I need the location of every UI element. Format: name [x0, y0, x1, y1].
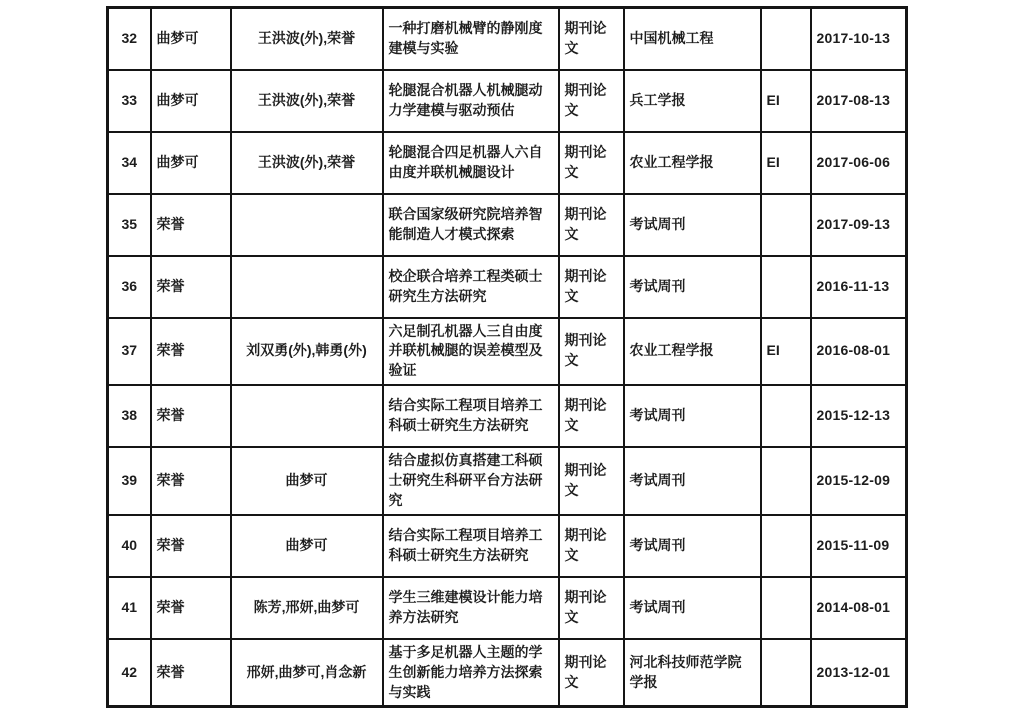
- cell-journal: 农业工程学报: [624, 132, 761, 194]
- cell-index-flag: [761, 577, 811, 639]
- cell-first-author: 荣誉: [151, 256, 231, 318]
- table-row: [108, 447, 907, 515]
- cell-first-author: 荣誉: [151, 385, 231, 447]
- table-row: [108, 318, 907, 386]
- table-row: [108, 132, 907, 194]
- cell-first-author: 荣誉: [151, 194, 231, 256]
- cell-index-flag: [761, 515, 811, 577]
- table-body: [108, 8, 907, 707]
- cell-row-number: 33: [108, 70, 151, 132]
- cell-type: 期刊论文: [559, 132, 624, 194]
- cell-date: 2015-11-09: [811, 515, 907, 577]
- cell-first-author: 荣誉: [151, 639, 231, 707]
- cell-index-flag: [761, 385, 811, 447]
- cell-title: 结合实际工程项目培养工科硕士研究生方法研究: [383, 385, 559, 447]
- cell-row-number: 32: [108, 8, 151, 70]
- cell-first-author: 曲梦可: [151, 8, 231, 70]
- cell-coauthors: 曲梦可: [231, 447, 383, 515]
- table-row: [108, 639, 907, 707]
- cell-title: 基于多足机器人主题的学生创新能力培养方法探索与实践: [383, 639, 559, 707]
- cell-journal: 河北科技师范学院学报: [624, 639, 761, 707]
- cell-title: 联合国家级研究院培养智能制造人才模式探索: [383, 194, 559, 256]
- cell-title: 结合实际工程项目培养工科硕士研究生方法研究: [383, 515, 559, 577]
- cell-type: 期刊论文: [559, 577, 624, 639]
- cell-row-number: 41: [108, 577, 151, 639]
- table-row: [108, 194, 907, 256]
- table-row: [108, 70, 907, 132]
- cell-first-author: 曲梦可: [151, 132, 231, 194]
- cell-date: 2015-12-13: [811, 385, 907, 447]
- cell-index-flag: [761, 194, 811, 256]
- cell-index-flag: EI: [761, 70, 811, 132]
- cell-date: 2017-08-13: [811, 70, 907, 132]
- cell-title: 学生三维建模设计能力培养方法研究: [383, 577, 559, 639]
- cell-date: 2013-12-01: [811, 639, 907, 707]
- cell-journal: 兵工学报: [624, 70, 761, 132]
- cell-title: 校企联合培养工程类硕士研究生方法研究: [383, 256, 559, 318]
- cell-date: 2017-06-06: [811, 132, 907, 194]
- cell-row-number: 36: [108, 256, 151, 318]
- cell-coauthors: 邢妍,曲梦可,肖念新: [231, 639, 383, 707]
- table-row: [108, 256, 907, 318]
- cell-title: 一种打磨机械臂的静刚度建模与实验: [383, 8, 559, 70]
- cell-first-author: 荣誉: [151, 515, 231, 577]
- cell-coauthors: [231, 194, 383, 256]
- cell-journal: 考试周刊: [624, 515, 761, 577]
- publications-table-wrap: [106, 6, 908, 708]
- cell-type: 期刊论文: [559, 256, 624, 318]
- table-row: [108, 8, 907, 70]
- cell-row-number: 40: [108, 515, 151, 577]
- cell-coauthors: 刘双勇(外),韩勇(外): [231, 318, 383, 386]
- cell-journal: 考试周刊: [624, 447, 761, 515]
- cell-row-number: 34: [108, 132, 151, 194]
- cell-title: 轮腿混合四足机器人六自由度并联机械腿设计: [383, 132, 559, 194]
- table-row: [108, 385, 907, 447]
- cell-first-author: 荣誉: [151, 318, 231, 386]
- cell-row-number: 38: [108, 385, 151, 447]
- cell-coauthors: 王洪波(外),荣誉: [231, 8, 383, 70]
- cell-first-author: 荣誉: [151, 577, 231, 639]
- cell-title: 轮腿混合机器人机械腿动力学建模与驱动预估: [383, 70, 559, 132]
- cell-title: 六足制孔机器人三自由度并联机械腿的误差模型及验证: [383, 318, 559, 386]
- cell-date: 2017-10-13: [811, 8, 907, 70]
- cell-index-flag: [761, 639, 811, 707]
- cell-date: 2014-08-01: [811, 577, 907, 639]
- table-row: [108, 577, 907, 639]
- cell-type: 期刊论文: [559, 8, 624, 70]
- cell-index-flag: [761, 447, 811, 515]
- cell-coauthors: 曲梦可: [231, 515, 383, 577]
- cell-journal: 中国机械工程: [624, 8, 761, 70]
- cell-index-flag: EI: [761, 132, 811, 194]
- cell-date: 2017-09-13: [811, 194, 907, 256]
- cell-coauthors: 王洪波(外),荣誉: [231, 70, 383, 132]
- cell-title: 结合虚拟仿真搭建工科硕士研究生科研平台方法研究: [383, 447, 559, 515]
- cell-first-author: 曲梦可: [151, 70, 231, 132]
- cell-coauthors: 王洪波(外),荣誉: [231, 132, 383, 194]
- cell-row-number: 42: [108, 639, 151, 707]
- table-row: [108, 515, 907, 577]
- cell-journal: 考试周刊: [624, 194, 761, 256]
- cell-coauthors: [231, 256, 383, 318]
- cell-row-number: 39: [108, 447, 151, 515]
- cell-journal: 农业工程学报: [624, 318, 761, 386]
- cell-journal: 考试周刊: [624, 577, 761, 639]
- cell-date: 2015-12-09: [811, 447, 907, 515]
- cell-index-flag: [761, 256, 811, 318]
- cell-type: 期刊论文: [559, 515, 624, 577]
- publications-table: [106, 6, 908, 708]
- cell-row-number: 35: [108, 194, 151, 256]
- cell-coauthors: 陈芳,邢妍,曲梦可: [231, 577, 383, 639]
- cell-first-author: 荣誉: [151, 447, 231, 515]
- cell-type: 期刊论文: [559, 70, 624, 132]
- cell-journal: 考试周刊: [624, 256, 761, 318]
- cell-type: 期刊论文: [559, 385, 624, 447]
- cell-type: 期刊论文: [559, 639, 624, 707]
- cell-date: 2016-11-13: [811, 256, 907, 318]
- cell-journal: 考试周刊: [624, 385, 761, 447]
- cell-type: 期刊论文: [559, 318, 624, 386]
- cell-type: 期刊论文: [559, 447, 624, 515]
- cell-row-number: 37: [108, 318, 151, 386]
- cell-date: 2016-08-01: [811, 318, 907, 386]
- cell-coauthors: [231, 385, 383, 447]
- cell-index-flag: [761, 8, 811, 70]
- cell-index-flag: EI: [761, 318, 811, 386]
- cell-type: 期刊论文: [559, 194, 624, 256]
